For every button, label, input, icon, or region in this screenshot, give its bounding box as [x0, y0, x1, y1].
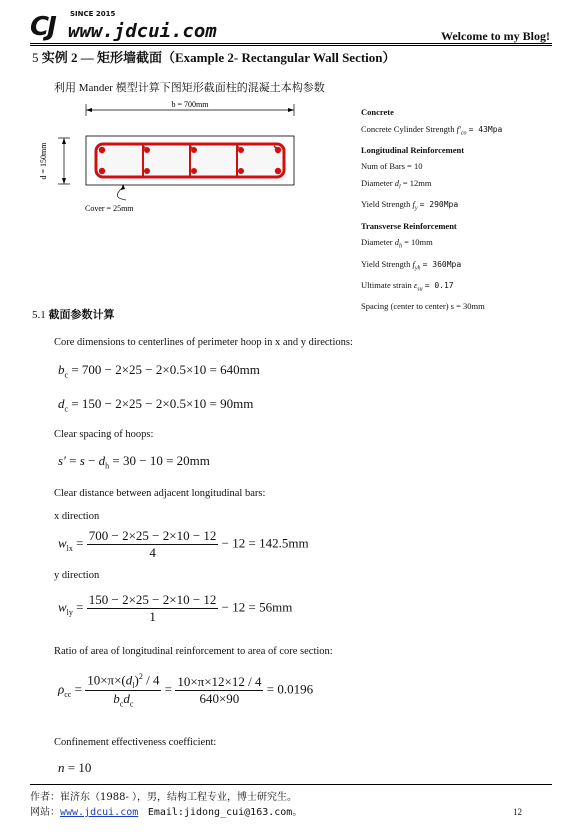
num-bars: Num of Bars = 10 — [361, 161, 423, 172]
diameter-long: Diameter $d_l = 12mm$ — [361, 178, 432, 191]
eq-rho: $\rho_{cc}$ = $\frac{10\times\pi\times(d_l)^2 / 4}{b_cd_c}$ = $\frac{10\times\pi\times 12\times 12 / 4}{640\times 90}$ = 0.0196 — [58, 672, 314, 709]
b-label: b = 700mm — [171, 100, 209, 109]
section-number: 5 — [32, 50, 39, 65]
yield-hoop: Yield Strength $f_{yh} = 360Mpa$ — [361, 258, 462, 272]
eq-dc: $d_c = 150 - 2\times 25 - 2\times 0.5\times 10 = 90mm$ — [58, 396, 254, 414]
logo-url: www.jdcui.com — [68, 20, 217, 42]
d-label: d = 150mm — [39, 142, 48, 180]
text-clear-spacing: Clear spacing of hoops: — [54, 429, 154, 440]
email-text: Email:jidong_cui@163.com。 — [147, 807, 303, 818]
concrete-heading: Concrete — [361, 107, 394, 117]
text-ratio: Ratio of area of longitudinal reinforcement to area of core section: — [54, 646, 333, 657]
diameter-hoop: Diameter $d_h = 10mm$ — [361, 237, 433, 250]
footer-contact: 网站：www.jdcui.com Email:jidong_cui@163.com。 — [30, 807, 303, 818]
section-intro: 利用 Mander 模型计算下图矩形截面柱的混凝土本构参数 — [54, 82, 325, 94]
hoop-spacing: Spacing (center to center) s = 30mm — [361, 301, 485, 312]
eq-wx: $w_{lx}$ = $\frac{700 - 2\times 25 - 2\times 10 - 12}{4}$ − 12 = 142.5mm — [58, 528, 309, 560]
site-link[interactable]: www.jdcui.com — [60, 807, 139, 818]
logo-since: SINCE 2015 — [70, 10, 116, 18]
text-clear-distance: Clear distance between adjacent longitudinal bars: — [54, 488, 266, 499]
text-y-direction: y direction — [54, 570, 100, 581]
logo-letters: CJ — [30, 12, 55, 42]
concrete-strength: Concrete Cylinder Strength $f'_{co} = 43Mpa$ — [361, 123, 503, 137]
cover-label: Cover = 25mm — [85, 204, 134, 213]
welcome-text: Welcome to my Blog! — [441, 29, 550, 43]
trans-reinf-heading: Transverse Reinforcement — [361, 220, 457, 231]
header-divider-thin — [30, 45, 552, 46]
material-info — [361, 104, 561, 315]
header-divider — [30, 43, 552, 44]
section-title-text: 实例 2 — 矩形墙截面（Example 2- Rectangular Wall Section） — [41, 50, 396, 65]
section-title — [32, 47, 396, 66]
footer-divider — [30, 784, 552, 785]
yield-long: Yield Strength $f_y = 290Mpa$ — [361, 199, 459, 213]
site-logo[interactable] — [30, 10, 230, 42]
subsection-title: 5.1 截面参数计算 — [32, 309, 115, 321]
text-x-direction: x direction — [54, 511, 100, 522]
eq-s-prime: $s' = s - d_h = 30 - 10 = 20mm$ — [58, 453, 210, 471]
eq-bc: $b_c = 700 - 2\times 25 - 2\times 0.5\times 10 = 640mm$ — [58, 362, 260, 380]
eq-n: n = 10 — [58, 760, 92, 775]
ultimate-strain: Ultimate strain $\varepsilon_{su} = 0.17$ — [361, 279, 454, 293]
wall-section-diagram — [30, 96, 355, 221]
long-reinf-heading: Longitudinal Reinforcement — [361, 144, 465, 155]
text-confinement: Confinement effectiveness coefficient: — [54, 737, 217, 748]
footer-author: 作者：崔济东（1988- ），男，结构工程专业，博士研究生。 — [30, 792, 298, 803]
text-core-dimensions: Core dimensions to centerlines of perimeter hoop in x and y directions: — [54, 337, 353, 348]
eq-wy: $w_{ly}$ = $\frac{150 - 2\times 25 - 2\times 10 - 12}{1}$ − 12 = 56mm — [58, 592, 293, 624]
page-number: 12 — [513, 807, 522, 817]
